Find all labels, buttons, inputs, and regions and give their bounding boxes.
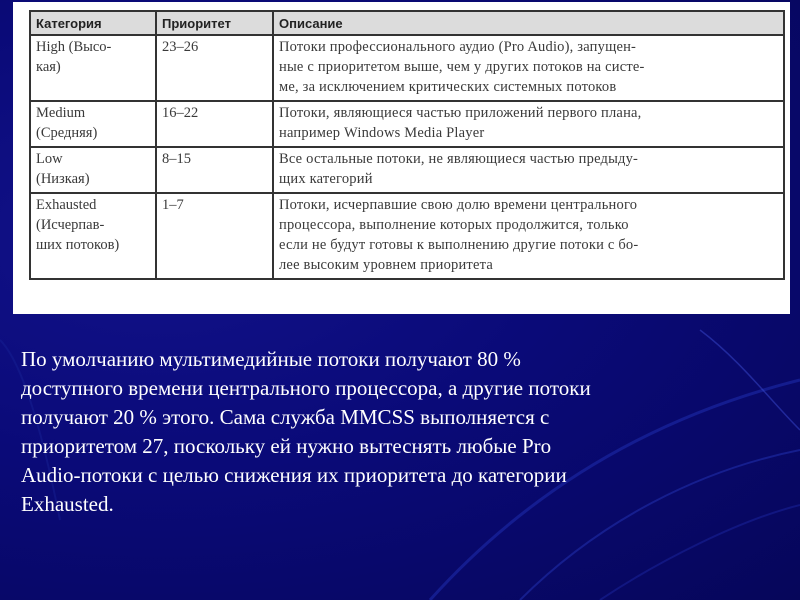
body-paragraph: По умолчанию мультимедийные потоки получают 80 % доступного времени центрального процессора, а другие потоки получают 20 % этого. Сама служба MMCSS выполняется с приоритетом 27, поскольку ей нужно вытеснять любые Pro Audio-потоки с целью снижения их приоритета до категории Exhausted. (21, 347, 591, 516)
table-row (30, 101, 784, 147)
description-cell: Потоки профессионального аудио (Pro Audio), запущен- ные с приоритетом выше, чем у других потоков на систе- ме, за исключением критических системных потоков (273, 35, 784, 101)
priority-cell: 16–22 (156, 101, 273, 147)
description-cell: Потоки, являющиеся частью приложений первого плана, например Windows Media Player (273, 101, 784, 147)
description-cell: Все остальные потоки, не являющиеся частью предыду- щих категорий (273, 147, 784, 193)
category-cell: High (Высо- кая) (30, 35, 156, 101)
header-category: Категория (30, 11, 156, 35)
priority-cell: 1–7 (156, 193, 273, 279)
priority-cell: 23–26 (156, 35, 273, 101)
table-header-row (30, 11, 784, 35)
priority-table (29, 10, 785, 280)
category-cell: Low (Низкая) (30, 147, 156, 193)
description-cell: Потоки, исчерпавшие свою долю времени центрального процессора, выполнение которых продолжится, только если не будут готовы к выполнению другие потоки с бо- лее высоким уровнем приоритета (273, 193, 784, 279)
table-row (30, 193, 784, 279)
table-image (13, 2, 790, 314)
header-priority: Приоритет (156, 11, 273, 35)
priority-cell: 8–15 (156, 147, 273, 193)
header-description: Описание (273, 11, 784, 35)
table-row (30, 35, 784, 101)
category-cell: Medium (Средняя) (30, 101, 156, 147)
table-row (30, 147, 784, 193)
category-cell: Exhausted (Исчерпав- ших потоков) (30, 193, 156, 279)
